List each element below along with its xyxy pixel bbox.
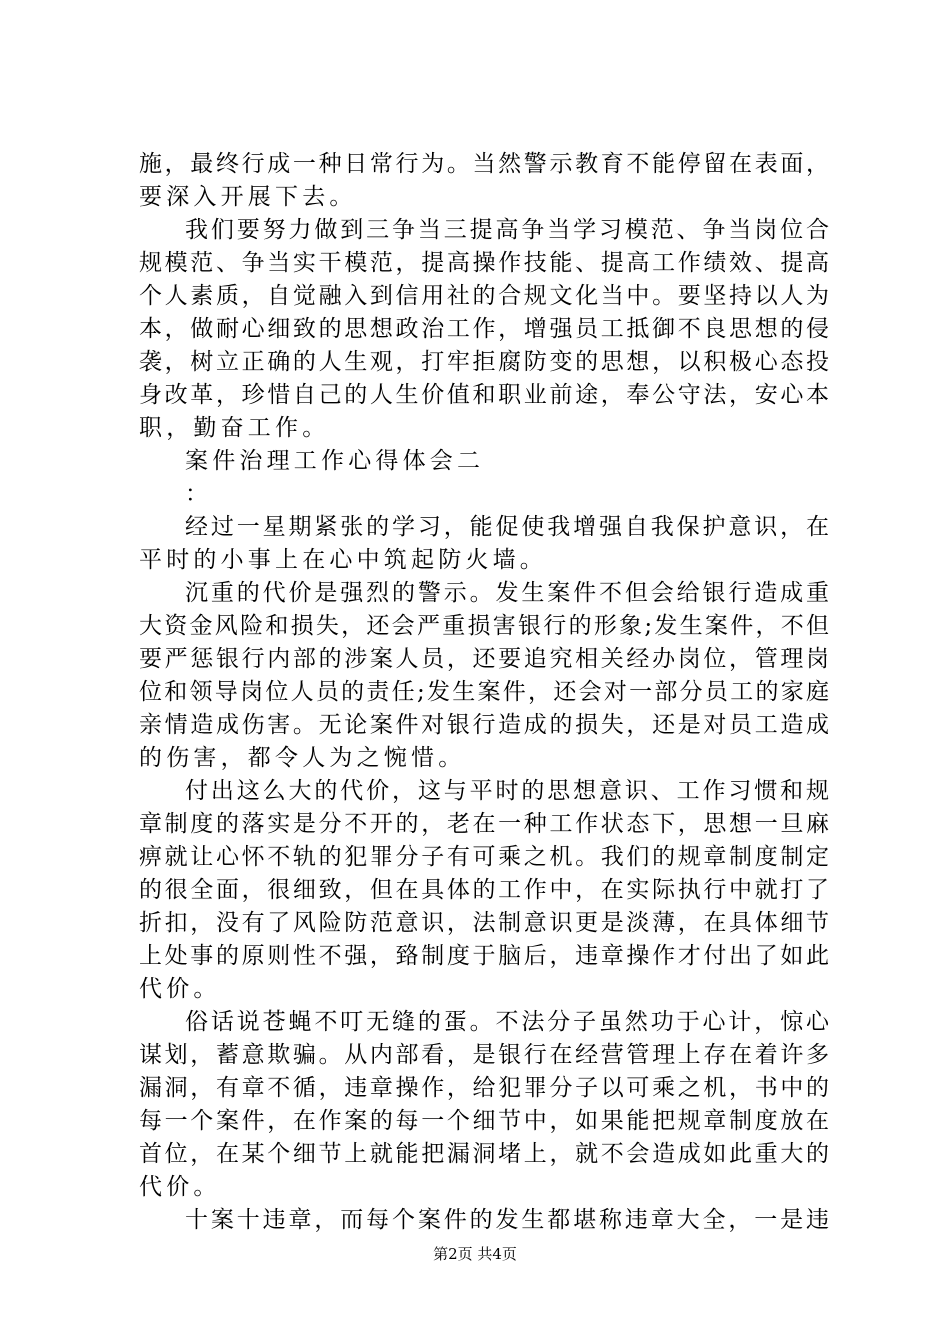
text-line: 沉重的代价是强烈的警示。发生案件不但会给银行造成重 [185, 580, 829, 606]
text-line: 代价。 [139, 1174, 221, 1200]
text-line: 上处事的原则性不强，臵制度于脑后，违章操作才付出了如此 [139, 943, 829, 969]
text-line: 代价。 [139, 976, 221, 1002]
text-line: 付出这么大的代价，这与平时的思想意识、工作习惯和规 [185, 778, 829, 804]
text-line: 本，做耐心细致的思想政治工作，增强员工抵御不良思想的侵 [139, 316, 829, 342]
text-line: 亲情造成伤害。无论案件对银行造成的损失，还是对员工造成 [139, 712, 829, 738]
text-line: 的伤害，都令人为之惋惜。 [139, 745, 466, 771]
text-line: 要深入开展下去。 [139, 184, 357, 210]
text-line: 施，最终行成一种日常行为。当然警示教育不能停留在表面， [139, 151, 829, 177]
text-line: 我们要努力做到三争当三提高争当学习模范、争当岗位合 [185, 217, 829, 243]
text-line: 十案十违章，而每个案件的发生都堪称违章大全，一是违 [185, 1207, 829, 1233]
text-line: 章制度的落实是分不开的，老在一种工作状态下，思想一旦麻 [139, 811, 829, 837]
text-line: 平时的小事上在心中筑起防火墙。 [139, 547, 547, 573]
text-line: 漏洞，有章不循，违章操作，给犯罪分子以可乘之机，书中的 [139, 1075, 829, 1101]
document-body [139, 148, 829, 1237]
text-line: 每一个案件，在作案的每一个细节中，如果能把规章制度放在 [139, 1108, 829, 1134]
text-line: ： [185, 481, 213, 507]
text-line: 的很全面，很细致，但在具体的工作中，在实际执行中就打了 [139, 877, 829, 903]
text-line: 折扣，没有了风险防范意识，法制意识更是淡薄，在具体细节 [139, 910, 829, 936]
text-line: 身改革，珍惜自己的人生价值和职业前途，奉公守法，安心本 [139, 382, 829, 408]
text-line: 规模范、争当实干模范，提高操作技能、提高工作绩效、提高 [139, 250, 829, 276]
text-line: 案件治理工作心得体会二 [185, 448, 485, 474]
text-line: 位和领导岗位人员的责任;发生案件，还会对一部分员工的家庭 [139, 679, 829, 705]
text-line: 谋划，蓄意欺骗。从内部看，是银行在经营管理上存在着许多 [139, 1042, 829, 1068]
text-line: 职，勤奋工作。 [139, 415, 330, 441]
text-line: 袭，树立正确的人生观，打牢拒腐防变的思想，以积极心态投 [139, 349, 829, 375]
page-footer: 第2页 共4页 [433, 1245, 517, 1263]
text-line: 个人素质，自觉融入到信用社的合规文化当中。要坚持以人为 [139, 283, 829, 309]
text-line: 大资金风险和损失，还会严重损害银行的形象;发生案件，不但 [139, 613, 829, 639]
text-line: 俗话说苍蝇不叮无缝的蛋。不法分子虽然功于心计，惊心 [185, 1009, 829, 1035]
text-line: 首位，在某个细节上就能把漏洞堵上，就不会造成如此重大的 [139, 1141, 829, 1167]
text-line: 经过一星期紧张的学习，能促使我增强自我保护意识，在 [185, 514, 829, 540]
text-line: 痹就让心怀不轨的犯罪分子有可乘之机。我们的规章制度制定 [139, 844, 829, 870]
text-line: 要严惩银行内部的涉案人员，还要追究相关经办岗位，管理岗 [139, 646, 829, 672]
